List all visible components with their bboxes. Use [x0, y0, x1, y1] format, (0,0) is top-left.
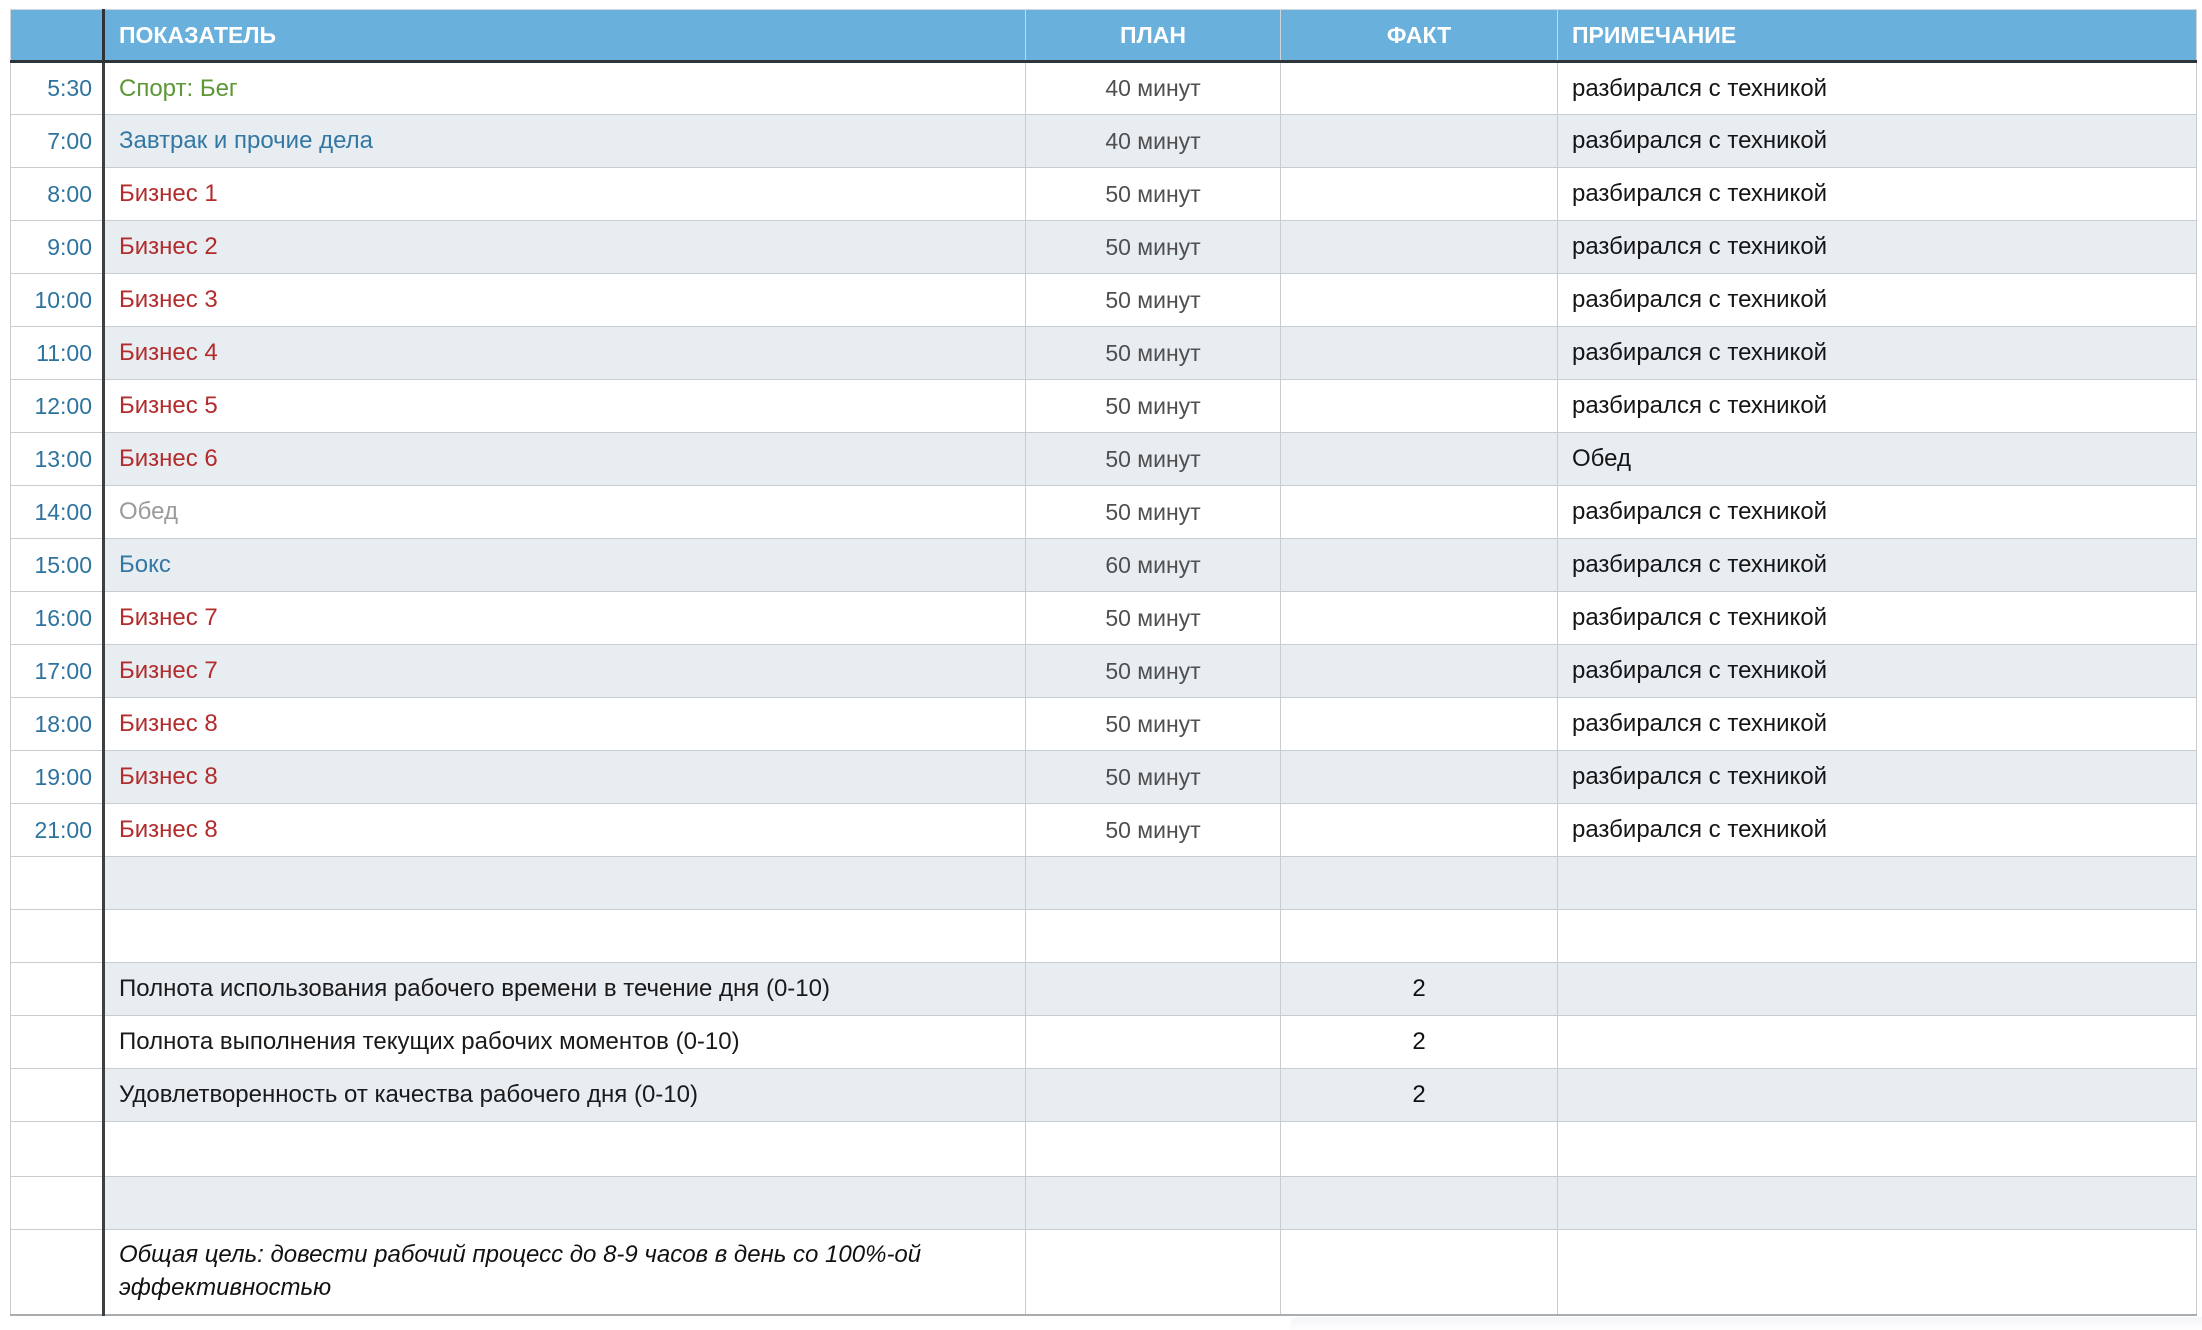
note-cell[interactable]: разбирался с техникой: [1558, 274, 2197, 327]
plan-cell[interactable]: 50 минут: [1026, 751, 1281, 804]
time-cell[interactable]: [11, 1122, 104, 1177]
time-cell[interactable]: [11, 1177, 104, 1230]
fact-cell[interactable]: [1281, 910, 1558, 963]
metric-label[interactable]: Полнота использования рабочего времени в течение дня (0-10): [104, 963, 1026, 1016]
note-cell[interactable]: разбирался с техникой: [1558, 645, 2197, 698]
metric-fact[interactable]: 2: [1281, 1069, 1558, 1122]
indicator-cell[interactable]: [104, 910, 1026, 963]
fact-cell[interactable]: [1281, 221, 1558, 274]
note-cell[interactable]: [1558, 1230, 2197, 1315]
fact-cell[interactable]: [1281, 804, 1558, 857]
indicator-cell[interactable]: [104, 1177, 1026, 1230]
header-indicator[interactable]: ПОКАЗАТЕЛЬ: [104, 10, 1026, 62]
fact-cell[interactable]: [1281, 486, 1558, 539]
indicator-cell[interactable]: Бизнес 7: [104, 592, 1026, 645]
indicator-cell[interactable]: [104, 857, 1026, 910]
note-cell[interactable]: разбирался с техникой: [1558, 221, 2197, 274]
spreadsheet: [10, 9, 2197, 1316]
indicator-cell[interactable]: Бизнес 4: [104, 327, 1026, 380]
indicator-cell[interactable]: Бизнес 2: [104, 221, 1026, 274]
note-cell[interactable]: разбирался с техникой: [1558, 698, 2197, 751]
plan-cell[interactable]: 50 минут: [1026, 168, 1281, 221]
metric-fact[interactable]: 2: [1281, 963, 1558, 1016]
plan-cell[interactable]: 50 минут: [1026, 804, 1281, 857]
plan-cell[interactable]: [1026, 910, 1281, 963]
fact-cell[interactable]: [1281, 168, 1558, 221]
plan-cell[interactable]: [1026, 1016, 1281, 1069]
metric-row: [11, 1069, 2197, 1122]
empty-row: [11, 857, 2197, 910]
time-cell[interactable]: 5:30: [11, 62, 104, 115]
fact-cell[interactable]: [1281, 327, 1558, 380]
table-row: [11, 62, 2197, 115]
time-cell[interactable]: 21:00: [11, 804, 104, 857]
plan-cell[interactable]: 40 минут: [1026, 62, 1281, 115]
note-cell[interactable]: [1558, 1016, 2197, 1069]
table-row: [11, 327, 2197, 380]
metric-fact[interactable]: 2: [1281, 1016, 1558, 1069]
table-row: [11, 433, 2197, 486]
metric-label[interactable]: Полнота выполнения текущих рабочих моментов (0-10): [104, 1016, 1026, 1069]
indicator-cell[interactable]: Спорт: Бег: [104, 62, 1026, 115]
time-cell[interactable]: [11, 1069, 104, 1122]
note-cell[interactable]: разбирался с техникой: [1558, 592, 2197, 645]
fact-cell[interactable]: [1281, 274, 1558, 327]
note-cell[interactable]: разбирался с техникой: [1558, 804, 2197, 857]
time-cell[interactable]: 18:00: [11, 698, 104, 751]
plan-cell[interactable]: 50 минут: [1026, 433, 1281, 486]
table-row: [11, 221, 2197, 274]
fact-cell[interactable]: [1281, 645, 1558, 698]
header-row: [11, 10, 2197, 62]
fact-cell[interactable]: [1281, 539, 1558, 592]
note-cell[interactable]: разбирался с техникой: [1558, 380, 2197, 433]
fact-cell[interactable]: [1281, 857, 1558, 910]
indicator-cell[interactable]: Бизнес 7: [104, 645, 1026, 698]
indicator-cell[interactable]: Завтрак и прочие дела: [104, 115, 1026, 168]
note-cell[interactable]: разбирался с техникой: [1558, 327, 2197, 380]
metric-label[interactable]: Удовлетворенность от качества рабочего дня (0-10): [104, 1069, 1026, 1122]
indicator-cell[interactable]: Бизнес 8: [104, 698, 1026, 751]
table-row: [11, 274, 2197, 327]
plan-cell[interactable]: [1026, 963, 1281, 1016]
time-cell[interactable]: 16:00: [11, 592, 104, 645]
note-cell[interactable]: разбирался с техникой: [1558, 115, 2197, 168]
time-cell[interactable]: 14:00: [11, 486, 104, 539]
fact-cell[interactable]: [1281, 433, 1558, 486]
indicator-cell[interactable]: Бокс: [104, 539, 1026, 592]
note-cell[interactable]: [1558, 857, 2197, 910]
indicator-cell[interactable]: Бизнес 5: [104, 380, 1026, 433]
note-cell[interactable]: разбирался с техникой: [1558, 168, 2197, 221]
table-row: [11, 380, 2197, 433]
note-cell[interactable]: [1558, 1122, 2197, 1177]
indicator-cell[interactable]: Бизнес 8: [104, 804, 1026, 857]
time-cell[interactable]: [11, 1016, 104, 1069]
fact-cell[interactable]: [1281, 592, 1558, 645]
plan-cell[interactable]: [1026, 1177, 1281, 1230]
note-cell[interactable]: [1558, 963, 2197, 1016]
table-row: [11, 804, 2197, 857]
note-cell[interactable]: [1558, 910, 2197, 963]
plan-cell[interactable]: [1026, 1069, 1281, 1122]
note-cell[interactable]: [1558, 1069, 2197, 1122]
time-cell[interactable]: 7:00: [11, 115, 104, 168]
time-cell[interactable]: 19:00: [11, 751, 104, 804]
header-fact[interactable]: ФАКТ: [1281, 10, 1558, 62]
time-cell[interactable]: 15:00: [11, 539, 104, 592]
table-row: [11, 751, 2197, 804]
daily-plan-table: [10, 9, 2197, 1316]
note-cell[interactable]: разбирался с техникой: [1558, 486, 2197, 539]
table-row: [11, 168, 2197, 221]
plan-cell[interactable]: 50 минут: [1026, 221, 1281, 274]
fact-cell[interactable]: [1281, 115, 1558, 168]
table-row: [11, 115, 2197, 168]
table-row: [11, 539, 2197, 592]
header-plan[interactable]: ПЛАН: [1026, 10, 1281, 62]
plan-cell[interactable]: [1026, 857, 1281, 910]
empty-row: [11, 910, 2197, 963]
plan-cell[interactable]: [1026, 1122, 1281, 1177]
indicator-cell[interactable]: [104, 1122, 1026, 1177]
plan-cell[interactable]: [1026, 1230, 1281, 1315]
plan-cell[interactable]: 50 минут: [1026, 645, 1281, 698]
fact-cell[interactable]: [1281, 1177, 1558, 1230]
note-cell[interactable]: разбирался с техникой: [1558, 751, 2197, 804]
time-cell[interactable]: 10:00: [11, 274, 104, 327]
table-row: [11, 698, 2197, 751]
time-cell[interactable]: 11:00: [11, 327, 104, 380]
fact-cell[interactable]: [1281, 698, 1558, 751]
note-cell[interactable]: Обед: [1558, 433, 2197, 486]
fact-cell[interactable]: [1281, 62, 1558, 115]
header-time[interactable]: [11, 10, 104, 62]
empty-row: [11, 1177, 2197, 1230]
table-row: [11, 486, 2197, 539]
metric-row: [11, 1016, 2197, 1069]
fact-cell[interactable]: [1281, 380, 1558, 433]
plan-cell[interactable]: 50 минут: [1026, 327, 1281, 380]
time-cell[interactable]: 17:00: [11, 645, 104, 698]
time-cell[interactable]: [11, 1230, 104, 1315]
indicator-cell[interactable]: Обед: [104, 486, 1026, 539]
table-row: [11, 592, 2197, 645]
plan-cell[interactable]: 50 минут: [1026, 486, 1281, 539]
indicator-cell[interactable]: Бизнес 1: [104, 168, 1026, 221]
plan-cell[interactable]: 50 минут: [1026, 698, 1281, 751]
note-cell[interactable]: разбирался с техникой: [1558, 539, 2197, 592]
indicator-cell[interactable]: Бизнес 6: [104, 433, 1026, 486]
time-cell[interactable]: 12:00: [11, 380, 104, 433]
indicator-cell[interactable]: Бизнес 8: [104, 751, 1026, 804]
fact-cell[interactable]: [1281, 751, 1558, 804]
note-cell[interactable]: разбирался с техникой: [1558, 62, 2197, 115]
time-cell[interactable]: 8:00: [11, 168, 104, 221]
table-row: [11, 645, 2197, 698]
fact-cell[interactable]: [1281, 1230, 1558, 1315]
empty-row: [11, 1122, 2197, 1177]
plan-cell[interactable]: 50 минут: [1026, 592, 1281, 645]
note-cell[interactable]: [1558, 1177, 2197, 1230]
plan-cell[interactable]: 40 минут: [1026, 115, 1281, 168]
header-note[interactable]: ПРИМЕЧАНИЕ: [1558, 10, 2197, 62]
fact-cell[interactable]: [1281, 1122, 1558, 1177]
window-bottom-edge: [1290, 1317, 2202, 1330]
plan-cell[interactable]: 60 минут: [1026, 539, 1281, 592]
time-cell[interactable]: [11, 963, 104, 1016]
metric-row: [11, 963, 2197, 1016]
goal-cell[interactable]: Общая цель: довести рабочий процесс до 8-9 часов в день со 100%-ой эффективностью: [104, 1230, 1026, 1315]
indicator-cell[interactable]: Бизнес 3: [104, 274, 1026, 327]
time-cell[interactable]: 9:00: [11, 221, 104, 274]
plan-cell[interactable]: 50 минут: [1026, 380, 1281, 433]
goal-row: [11, 1230, 2197, 1315]
time-cell[interactable]: [11, 910, 104, 963]
plan-cell[interactable]: 50 минут: [1026, 274, 1281, 327]
time-cell[interactable]: 13:00: [11, 433, 104, 486]
time-cell[interactable]: [11, 857, 104, 910]
